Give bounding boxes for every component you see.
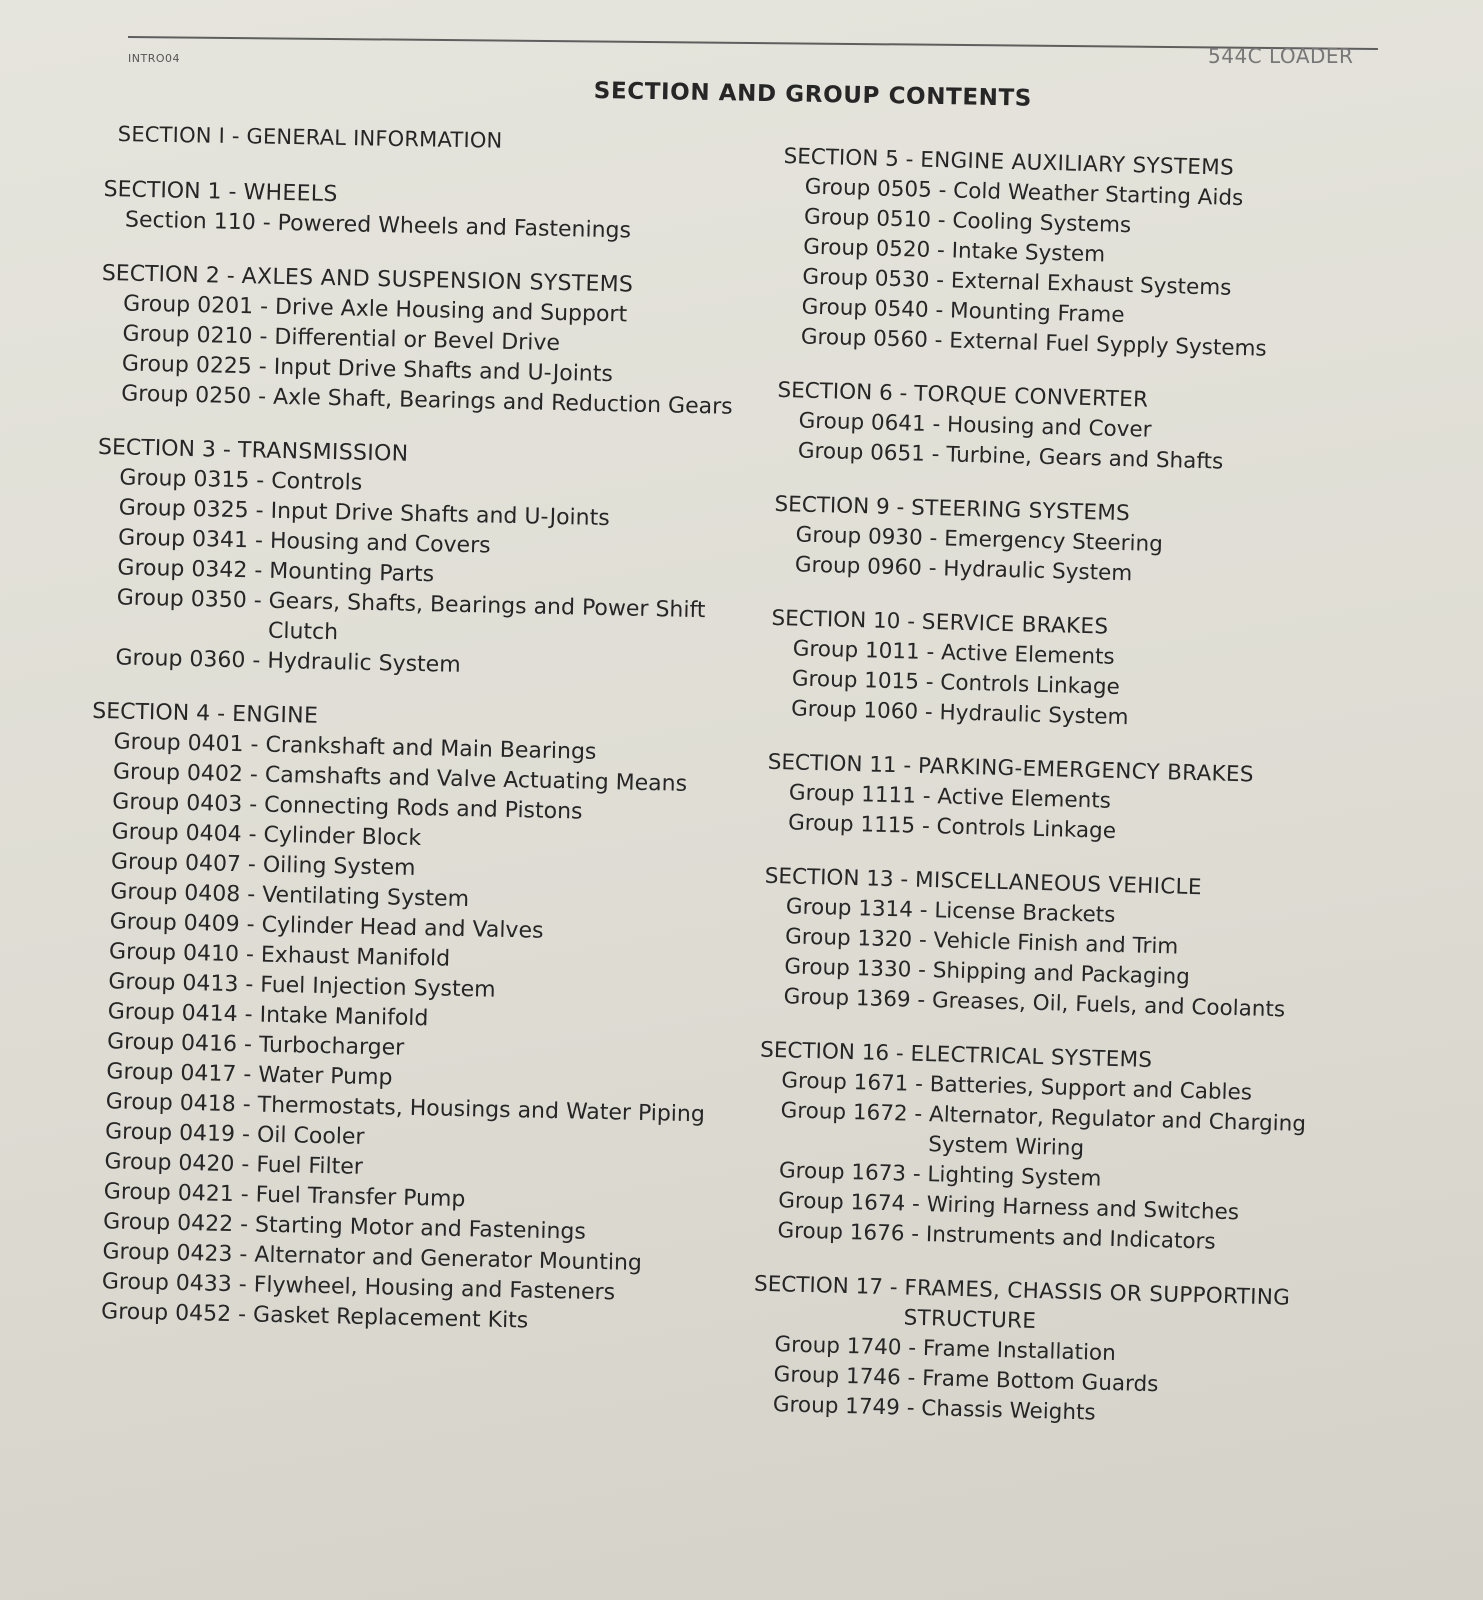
- group-number: Group 0210: [122, 321, 253, 350]
- separator: -: [245, 648, 268, 674]
- group-name: Cooling Systems: [952, 208, 1132, 239]
- separator: -: [901, 1335, 924, 1362]
- separator: -: [230, 1302, 254, 1328]
- separator: -: [915, 783, 938, 810]
- group-name: Gears, Shafts, Bearings and Power Shift Clutch: [267, 588, 706, 646]
- group-number: Group 0360: [115, 645, 246, 674]
- group-name: Cylinder Head and Valves: [261, 912, 544, 944]
- separator: -: [904, 1191, 928, 1218]
- group-name: Oil Cooler: [256, 1122, 365, 1150]
- separator: -: [929, 237, 952, 264]
- group-number: Group 0651: [797, 438, 926, 467]
- group-number: Group 0350: [116, 585, 247, 614]
- group-name: Input Drive Shafts and U-Joints: [273, 354, 614, 388]
- group-name: Active Elements: [937, 784, 1112, 814]
- group-number: Group 0401: [113, 729, 244, 758]
- section-section-13: [761, 862, 1395, 1028]
- group-name: Drive Axle Housing and Support: [274, 294, 628, 328]
- group-name: Exhaust Manifold: [260, 942, 451, 972]
- group-list: [755, 1066, 1389, 1262]
- section-number: SECTION 9: [774, 491, 891, 520]
- separator: -: [892, 380, 915, 407]
- separator: -: [241, 792, 265, 818]
- separator: -: [896, 753, 919, 779]
- group-number: Group 0422: [102, 1209, 234, 1238]
- group-name: Differential or Bevel Drive: [274, 324, 561, 356]
- section-name: MISCELLANEOUS VEHICLE: [914, 867, 1203, 901]
- group-list: [99, 289, 741, 423]
- group-name: Cylinder Block: [263, 822, 422, 852]
- separator: -: [251, 354, 275, 380]
- group-number: Group 1676: [777, 1218, 905, 1247]
- section-number: SECTION 6: [777, 377, 894, 406]
- machine-model: 544C LOADER: [1208, 44, 1354, 68]
- group-name: Controls: [270, 468, 363, 496]
- section-section-4: [79, 697, 733, 1341]
- group-number: Group 0960: [794, 552, 923, 581]
- general-information-section: SECTION I - GENERAL INFORMATION: [117, 122, 503, 153]
- group-name: Oiling System: [262, 852, 416, 881]
- separator: -: [233, 1182, 256, 1208]
- section-name: TRANSMISSION: [237, 437, 409, 467]
- group-number: Group 1011: [792, 636, 921, 665]
- group-number: Group 0417: [106, 1059, 237, 1088]
- group-number: Group 0201: [122, 291, 254, 320]
- separator: -: [893, 867, 916, 893]
- group-name: Hydraulic System: [267, 648, 461, 678]
- group-number: Group 1330: [784, 954, 912, 983]
- group-name: Housing and Covers: [269, 528, 491, 559]
- group-name: Ventilating System: [261, 882, 470, 913]
- group-name: Intake Manifold: [259, 1002, 429, 1032]
- section-section-11: [766, 748, 1398, 854]
- group-number: Group 0342: [117, 555, 248, 584]
- group-number: Group 1369: [783, 984, 911, 1013]
- separator: -: [242, 762, 266, 788]
- group-name: Batteries, Support and Cables: [929, 1072, 1253, 1106]
- group-name: Hydraulic System: [939, 700, 1129, 731]
- separator: -: [925, 411, 948, 438]
- group-number: Group 0530: [802, 264, 930, 293]
- separator: -: [221, 179, 244, 206]
- section-name: FRAMES, CHASSIS OR SUPPORTING STRUCTURE: [903, 1275, 1291, 1334]
- group-name: Powered Wheels and Fastenings: [277, 210, 632, 244]
- separator: -: [234, 1152, 257, 1178]
- group-number: Group 0341: [117, 525, 249, 554]
- separator: -: [917, 699, 940, 726]
- group-name: Water Pump: [258, 1062, 393, 1091]
- separator: -: [240, 852, 264, 878]
- section-section-3: [93, 433, 738, 687]
- group-name: Greases, Oil, Fuels, and Coolants: [931, 988, 1286, 1023]
- separator: -: [215, 437, 239, 463]
- group-number: Group 0420: [104, 1149, 235, 1178]
- left-column: [78, 175, 744, 1365]
- group-number: Section 110: [124, 207, 256, 236]
- group-number: Group 0930: [795, 522, 924, 551]
- separator: -: [247, 528, 271, 554]
- separator: -: [250, 384, 274, 410]
- separator: -: [918, 669, 941, 696]
- separator: -: [248, 498, 271, 524]
- separator: -: [927, 327, 950, 354]
- group-number: Group 0423: [102, 1239, 233, 1268]
- group-name: Hydraulic System: [943, 556, 1133, 587]
- group-number: Group 0315: [119, 465, 250, 494]
- group-number: Group 0413: [108, 969, 239, 998]
- section-name: ENGINE: [231, 701, 319, 729]
- separator: -: [898, 147, 921, 173]
- group-number: Group 1314: [785, 894, 914, 923]
- group-number: Group 0416: [106, 1029, 238, 1058]
- group-number: Group 0408: [110, 879, 241, 908]
- group-number: Group 1060: [790, 696, 919, 725]
- separator: -: [900, 1365, 923, 1392]
- section-number: SECTION 4: [92, 698, 211, 727]
- separator: -: [907, 1101, 930, 1128]
- group-name: Frame Bottom Guards: [921, 1366, 1159, 1398]
- separator: -: [910, 987, 933, 1014]
- group-number: Group 1115: [787, 810, 916, 839]
- group-name: Controls Linkage: [940, 670, 1121, 700]
- section-section-17: [751, 1270, 1385, 1436]
- group-name: Controls Linkage: [936, 814, 1117, 844]
- section-section-2: [99, 259, 742, 423]
- section-number: SECTION 1: [103, 176, 222, 205]
- group-name: Mounting Parts: [269, 558, 435, 588]
- group-number: Group 0410: [108, 939, 240, 968]
- group-name: Lighting System: [927, 1162, 1102, 1192]
- group-number: Group 0540: [801, 294, 929, 323]
- group-name: Input Drive Shafts and U-Joints: [270, 498, 610, 532]
- group-name: Gasket Replacement Kits: [252, 1302, 529, 1334]
- group-name: Frame Installation: [922, 1336, 1117, 1367]
- group-name: Fuel Filter: [256, 1152, 364, 1180]
- separator: -: [924, 441, 947, 468]
- group-number: Group 0510: [803, 204, 932, 233]
- separator: -: [231, 1272, 254, 1298]
- separator: -: [931, 177, 954, 204]
- separator: -: [904, 1221, 927, 1248]
- separator: -: [249, 468, 272, 494]
- separator: -: [247, 558, 270, 584]
- separator: -: [237, 1002, 260, 1028]
- group-name: Flywheel, Housing and Fasteners: [253, 1272, 616, 1306]
- group-name: Mounting Frame: [949, 298, 1125, 328]
- group-name: Intake System: [951, 238, 1106, 268]
- section-section-9: [773, 490, 1405, 596]
- section-number: SECTION 10: [771, 605, 901, 635]
- group-number: Group 0520: [802, 234, 931, 263]
- separator: -: [911, 957, 934, 984]
- separator: -: [232, 1242, 255, 1268]
- section-name: AXLES AND SUSPENSION SYSTEMS: [241, 264, 634, 298]
- section-section-6: [776, 376, 1408, 482]
- separator: -: [238, 942, 262, 968]
- separator: -: [929, 267, 952, 294]
- separator: -: [908, 1071, 931, 1098]
- separator: -: [209, 701, 233, 727]
- group-number: Group 1672: [780, 1098, 908, 1127]
- separator: -: [232, 1212, 256, 1238]
- group-list: [769, 634, 1401, 740]
- separator: -: [219, 263, 242, 290]
- group-name: Housing and Cover: [946, 412, 1152, 443]
- page-title: SECTION AND GROUP CONTENTS: [593, 78, 1033, 112]
- section-name: WHEELS: [243, 180, 338, 208]
- section-name: TORQUE CONVERTER: [913, 381, 1149, 413]
- section-number: SECTION 2: [101, 260, 221, 289]
- group-name: Crankshaft and Main Bearings: [265, 732, 597, 765]
- group-name: Cold Weather Starting Aids: [952, 178, 1244, 212]
- separator: -: [882, 1274, 905, 1301]
- separator: -: [919, 639, 942, 666]
- group-name: Thermostats, Housings and Water Piping: [257, 1092, 706, 1128]
- group-name: External Exhaust Systems: [950, 268, 1232, 301]
- group-number: Group 0641: [798, 408, 927, 437]
- section-name: ENGINE AUXILIARY SYSTEMS: [919, 147, 1235, 181]
- group-number: Group 0409: [109, 909, 240, 938]
- section-section-10: [769, 604, 1402, 740]
- group-number: Group 0419: [104, 1119, 236, 1148]
- section-name: ELECTRICAL SYSTEMS: [910, 1041, 1153, 1073]
- group-number: Group 0452: [100, 1299, 232, 1328]
- group-name: Alternator, Regulator and Charging System Wiring: [927, 1102, 1307, 1162]
- section-number: SECTION 3: [97, 434, 217, 463]
- group-name: Connecting Rods and Pistons: [263, 792, 583, 825]
- group-number: Group 0402: [112, 759, 244, 788]
- group-number: Group 1746: [773, 1362, 902, 1391]
- separator: -: [241, 822, 264, 848]
- group-number: Group 0403: [112, 789, 243, 818]
- section-number: SECTION 16: [759, 1037, 890, 1067]
- section-section-1: [103, 175, 744, 249]
- section-number: SECTION 5: [783, 143, 900, 173]
- separator: -: [905, 1161, 928, 1188]
- group-number: Group 0505: [804, 174, 933, 203]
- group-list: [751, 1330, 1383, 1436]
- separator: -: [888, 1041, 911, 1067]
- group-name: Turbocharger: [258, 1032, 405, 1061]
- group-name: Alternator and Generator Mounting: [254, 1242, 643, 1276]
- group-number: Group 0560: [800, 324, 929, 353]
- group-name: Active Elements: [940, 640, 1115, 670]
- group-number: Group 1671: [781, 1068, 909, 1097]
- group-name: Camshafts and Valve Actuating Means: [264, 762, 688, 797]
- separator: -: [252, 294, 276, 320]
- section-number: SECTION 17: [753, 1271, 884, 1300]
- group-number: Group 1740: [774, 1332, 902, 1361]
- group-number: Group 1749: [772, 1392, 901, 1421]
- group-number: Group 0404: [111, 819, 242, 848]
- section-name: PARKING-EMERGENCY BRAKES: [917, 753, 1255, 788]
- group-number: Group 1015: [791, 666, 920, 695]
- group-number: Group 1320: [784, 924, 913, 953]
- group-name: License Brackets: [934, 898, 1116, 928]
- separator: -: [889, 494, 912, 521]
- separator: -: [243, 732, 266, 758]
- separator: -: [239, 912, 262, 938]
- group-number: Group 0250: [120, 381, 252, 410]
- separator: -: [234, 1122, 258, 1148]
- separator: -: [912, 897, 935, 924]
- separator: -: [921, 555, 944, 582]
- group-name: Fuel Transfer Pump: [255, 1182, 466, 1213]
- separator: -: [235, 1092, 258, 1118]
- separator: -: [928, 297, 951, 324]
- separator: -: [900, 609, 923, 635]
- group-name: Wiring Harness and Switches: [926, 1192, 1240, 1226]
- section-section-16: [755, 1036, 1390, 1262]
- group-number: Group 0418: [105, 1089, 236, 1118]
- section-section-5: [779, 142, 1414, 368]
- separator: -: [255, 210, 278, 236]
- separator: -: [246, 588, 269, 614]
- group-name: Vehicle Finish and Trim: [933, 928, 1179, 960]
- group-number: Group 0414: [107, 999, 238, 1028]
- separator: -: [914, 813, 937, 840]
- separator: -: [252, 324, 275, 350]
- group-number: Group 0421: [103, 1179, 235, 1208]
- section-number: SECTION 11: [767, 749, 897, 779]
- group-list: [93, 463, 737, 687]
- group-number: Group 1673: [778, 1158, 907, 1187]
- section-number: SECTION 13: [764, 863, 894, 893]
- group-name: Shipping and Packaging: [932, 958, 1191, 990]
- header-rule: [128, 36, 1378, 50]
- group-number: Group 0433: [101, 1269, 233, 1298]
- group-name: Axle Shaft, Bearings and Reduction Gears: [272, 384, 733, 420]
- section-name: STEERING SYSTEMS: [910, 495, 1131, 527]
- separator: -: [930, 207, 953, 234]
- group-list: [761, 892, 1394, 1028]
- document-code: INTRO04: [128, 52, 180, 65]
- group-name: External Fuel Sypply Systems: [948, 328, 1267, 362]
- group-number: Group 1674: [777, 1188, 906, 1217]
- section-name: SERVICE BRAKES: [921, 609, 1109, 640]
- separator: -: [238, 972, 261, 998]
- group-list: [79, 727, 732, 1341]
- separator: -: [922, 525, 945, 552]
- separator: -: [240, 882, 263, 908]
- group-name: Turbine, Gears and Shafts: [945, 442, 1224, 475]
- group-list: [779, 172, 1413, 368]
- group-name: Chassis Weights: [921, 1396, 1096, 1426]
- group-name: Emergency Steering: [943, 526, 1164, 558]
- group-number: Group 1111: [788, 780, 917, 809]
- group-name: Instruments and Indicators: [925, 1222, 1216, 1255]
- group-name: Starting Motor and Fastenings: [254, 1212, 587, 1245]
- separator: -: [911, 927, 934, 954]
- separator: -: [236, 1062, 259, 1088]
- separator: -: [899, 1395, 922, 1422]
- group-name: Fuel Injection System: [259, 972, 496, 1003]
- separator: -: [236, 1032, 260, 1058]
- group-number: Group 0225: [121, 351, 253, 380]
- group-number: Group 0407: [110, 849, 242, 878]
- right-column: [750, 142, 1414, 1460]
- group-number: Group 0325: [118, 495, 249, 524]
